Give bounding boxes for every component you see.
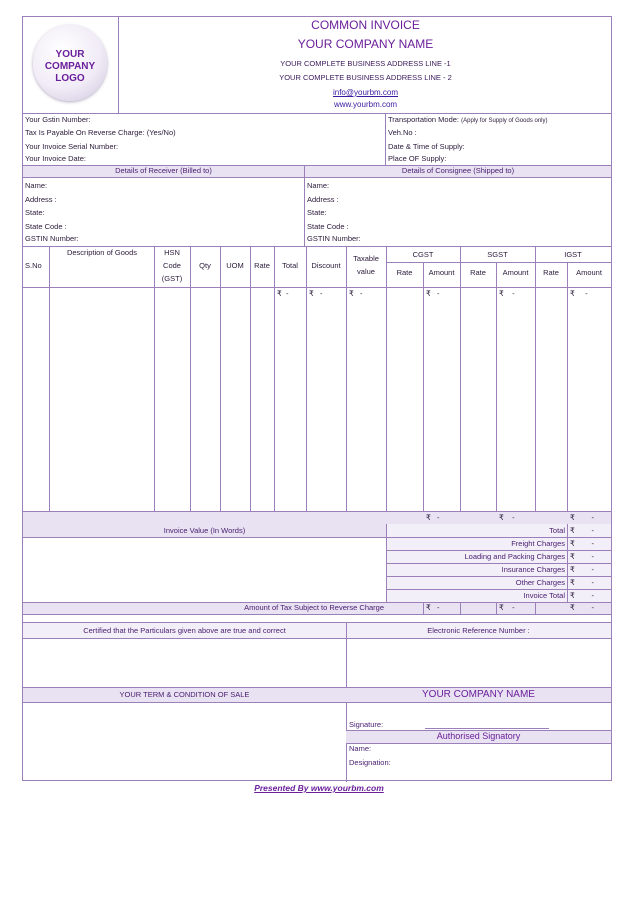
reverse-cgst-value: ₹ - (426, 603, 440, 612)
col-sgst: SGST (487, 250, 508, 259)
col-taxable-2: value (357, 267, 375, 276)
company-name: YOUR COMPANY NAME (297, 37, 434, 51)
row-igst-amount: ₹ - (570, 289, 588, 298)
charge-invoice-total-value: ₹ - (570, 591, 594, 600)
transport-label: Transportation Mode: (388, 115, 460, 124)
row-discount-value: ₹ - (309, 289, 323, 298)
cgst-amount: Amount (428, 268, 455, 277)
company-website[interactable]: www.yourbm.com (333, 100, 398, 109)
col-igst: IGST (564, 250, 582, 259)
receiver-state-code: State Code : (25, 222, 67, 231)
authorised-signatory: Authorised Signatory (436, 731, 521, 741)
charge-invoice-total-label: Invoice Total (523, 591, 565, 600)
footer-company-name: YOUR COMPANY NAME (422, 689, 535, 700)
consignee-state-code: State Code : (307, 222, 349, 231)
col-hsn-3: (GST) (161, 274, 183, 283)
charge-insurance-label: Insurance Charges (501, 565, 565, 574)
igst-amount: Amount (576, 268, 602, 277)
cgst-rate: Rate (396, 268, 413, 277)
col-total: Total (282, 261, 298, 270)
terms-heading: YOUR TERM & CONDITION OF SALE (119, 690, 250, 699)
col-description: Description of Goods (66, 248, 138, 257)
col-discount: Discount (311, 261, 341, 270)
col-rate: Rate (254, 261, 270, 270)
receiver-address: Address : (25, 195, 57, 204)
row-taxable-value: ₹ - (349, 289, 363, 298)
charge-total-label: Total (549, 526, 565, 535)
col-cgst: CGST (412, 250, 434, 259)
reverse-charge-tax-label: Amount of Tax Subject to Reverse Charge (244, 603, 384, 612)
transport-note: (Apply for Supply of Goods only) (461, 118, 548, 124)
consignee-heading: Details of Consignee (Shipped to) (401, 166, 515, 175)
igst-rate: Rate (543, 268, 559, 277)
consignee-address: Address : (307, 195, 339, 204)
sgst-rate: Rate (470, 268, 486, 277)
receiver-gstin: GSTIN Number: (25, 234, 79, 243)
consignee-state: State: (307, 208, 327, 217)
col-qty: Qty (199, 261, 211, 270)
col-sno: S.No (25, 261, 42, 270)
col-hsn-2: Code (163, 261, 181, 270)
reverse-sgst-value: ₹ - (499, 603, 515, 612)
charge-loading-label: Loading and Packing Charges (464, 552, 565, 561)
receiver-name: Name: (25, 181, 48, 190)
place-of-supply-label: Place OF Supply: (388, 154, 447, 163)
charge-insurance-value: ₹ - (570, 565, 594, 574)
consignee-gstin: GSTIN Number: (307, 234, 361, 243)
gstin-label: Your Gstin Number: (25, 115, 91, 124)
address-line-1: YOUR COMPLETE BUSINESS ADDRESS LINE -1 (280, 59, 451, 68)
total-cgst-amount: ₹ - (426, 513, 440, 522)
invoice-value-words-label: Invoice Value (In Words) (163, 526, 246, 535)
logo-line-3: LOGO (55, 73, 85, 84)
supply-datetime-label: Date & Time of Supply: (388, 142, 465, 151)
invoice-serial-label: Your Invoice Serial Number: (25, 142, 119, 151)
signatory-name-label: Name: (349, 744, 372, 753)
reverse-charge-label: Tax Is Payable On Reverse Charge: (Yes/No) (25, 128, 176, 137)
logo-line-2: COMPANY (44, 61, 96, 72)
col-uom: UOM (226, 261, 244, 270)
vehicle-no-label: Veh.No : (388, 128, 417, 137)
charge-other-value: ₹ - (570, 578, 594, 587)
electronic-ref-label: Electronic Reference Number : (427, 626, 530, 635)
company-email[interactable]: info@yourbm.com (332, 88, 399, 97)
col-hsn-1: HSN (164, 248, 180, 257)
col-taxable-1: Taxable (353, 254, 379, 263)
charge-freight-value: ₹ - (570, 539, 594, 548)
transport-mode (388, 115, 548, 126)
presented-by-link[interactable]: Presented By www.yourbm.com (254, 783, 384, 793)
signatory-designation-label: Designation: (349, 758, 391, 767)
invoice-date-label: Your Invoice Date: (25, 154, 87, 163)
receiver-heading: Details of Receiver (Billed to) (115, 166, 212, 175)
certified-statement: Certified that the Particulars given above are true and correct (83, 626, 286, 635)
signature-label: Signature: (349, 720, 384, 729)
company-logo (33, 25, 107, 101)
invoice-page (22, 16, 612, 781)
sgst-amount: Amount (502, 268, 529, 277)
row-total-value: ₹ - (277, 289, 289, 298)
receiver-state: State: (25, 208, 45, 217)
consignee-name: Name: (307, 181, 330, 190)
row-cgst-amount: ₹ - (426, 289, 440, 298)
logo-line-1: YOUR (55, 49, 85, 60)
charge-loading-value: ₹ - (570, 552, 594, 561)
reverse-igst-value: ₹ - (570, 603, 594, 612)
invoice-title: COMMON INVOICE (311, 18, 420, 32)
charge-total-value: ₹ - (570, 526, 594, 535)
address-line-2: YOUR COMPLETE BUSINESS ADDRESS LINE - 2 (279, 73, 452, 82)
total-sgst-amount: ₹ - (499, 513, 515, 522)
charge-freight-label: Freight Charges (511, 539, 565, 548)
charge-other-label: Other Charges (515, 578, 565, 587)
total-igst-amount: ₹ - (570, 513, 594, 522)
row-sgst-amount: ₹ - (499, 289, 515, 298)
